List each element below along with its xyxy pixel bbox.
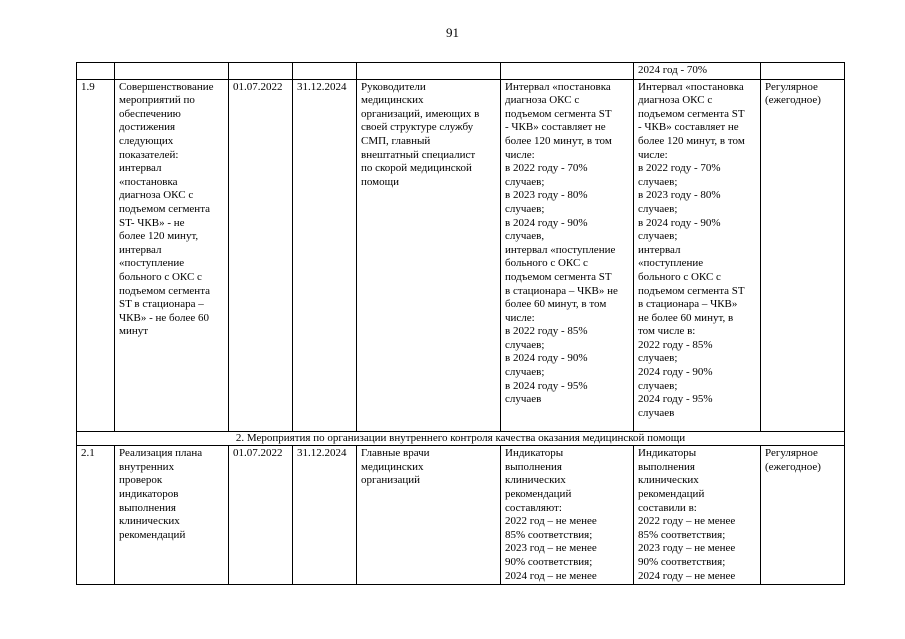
cell-empty (115, 63, 229, 80)
measures-table (76, 62, 845, 585)
cell-start-date: 01.07.2022 (229, 79, 293, 431)
cell-measure-name: Реализация плана внутренних проверок индикаторов выполнения клинических рекомендаций (115, 446, 229, 585)
cell-responsible: Руководители медицинских организаций, имеющих в своей структуре службу СМП, главный внештатный специалист по скорой медицинской помощи (357, 79, 501, 431)
cell-achieved-result: Интервал «постановка диагноза ОКС с подъемом сегмента ST - ЧКВ» составляет не более 120 минут, в том числе: в 2022 году - 70% случаев; в 2023 году - 80% случаев; в 2024 году - 90% случаев; интервал «поступление больного с ОКС с подъемом сегмента ST в стационара – ЧКВ» не более 60 минут, в том числе в: 2022 году - 85% случаев; 2024 году - 90% случаев; 2024 году - 95% случаев (634, 79, 761, 431)
cell-empty (501, 63, 634, 80)
cell-planned-result: Индикаторы выполнения клинических рекомендаций составляют: 2022 год – не менее 85% соответствия; 2023 год – не менее 90% соответствия; 2024 год – не менее (501, 446, 634, 585)
cell-empty (229, 63, 293, 80)
cell-end-date: 31.12.2024 (293, 79, 357, 431)
cell-frequency: Регулярное (ежегодное) (761, 79, 845, 431)
cell-planned-result: Интервал «постановка диагноза ОКС с подъемом сегмента ST - ЧКВ» составляет не более 120 минут, в том числе: в 2022 году - 70% случаев; в 2023 году - 80% случаев; в 2024 году - 90% случаев, интервал «поступление больного с ОКС с подъемом сегмента ST в стационара – ЧКВ» не более 60 минут, в том числе: в 2022 году - 85% случаев; в 2024 году - 90% случаев; в 2024 году - 95% случаев (501, 79, 634, 431)
section-heading-row (77, 431, 845, 446)
cell-start-date: 01.07.2022 (229, 446, 293, 585)
cell-empty (357, 63, 501, 80)
cell-responsible: Главные врачи медицинских организаций (357, 446, 501, 585)
cell-frequency: Регулярное (ежегодное) (761, 446, 845, 585)
section-heading: 2. Мероприятия по организации внутреннего контроля качества оказания медицинской помощи (77, 431, 845, 446)
page-number: 91 (446, 25, 459, 40)
table-row (77, 79, 845, 431)
cell-empty (77, 63, 115, 80)
cell-empty (761, 63, 845, 80)
table-row (77, 446, 845, 585)
cell-empty (293, 63, 357, 80)
continuation-row (77, 63, 845, 80)
cell-number: 1.9 (77, 79, 115, 431)
cell-achieved-continuation: 2024 год - 70% (634, 63, 761, 80)
cell-number: 2.1 (77, 446, 115, 585)
cell-achieved-result: Индикаторы выполнения клинических рекомендаций составили в: 2022 году – не менее 85% соответствия; 2023 году – не менее 90% соответствия; 2024 году – не менее (634, 446, 761, 585)
cell-end-date: 31.12.2024 (293, 446, 357, 585)
cell-measure-name: Совершенствование мероприятий по обеспечению достижения следующих показателей: интервал «постановка диагноза ОКС с подъемом сегмента ST- ЧКВ» - не более 120 минут, интервал «поступление больного с ОКС с подъемом сегмента ST в стационара – ЧКВ» - не более 60 минут (115, 79, 229, 431)
